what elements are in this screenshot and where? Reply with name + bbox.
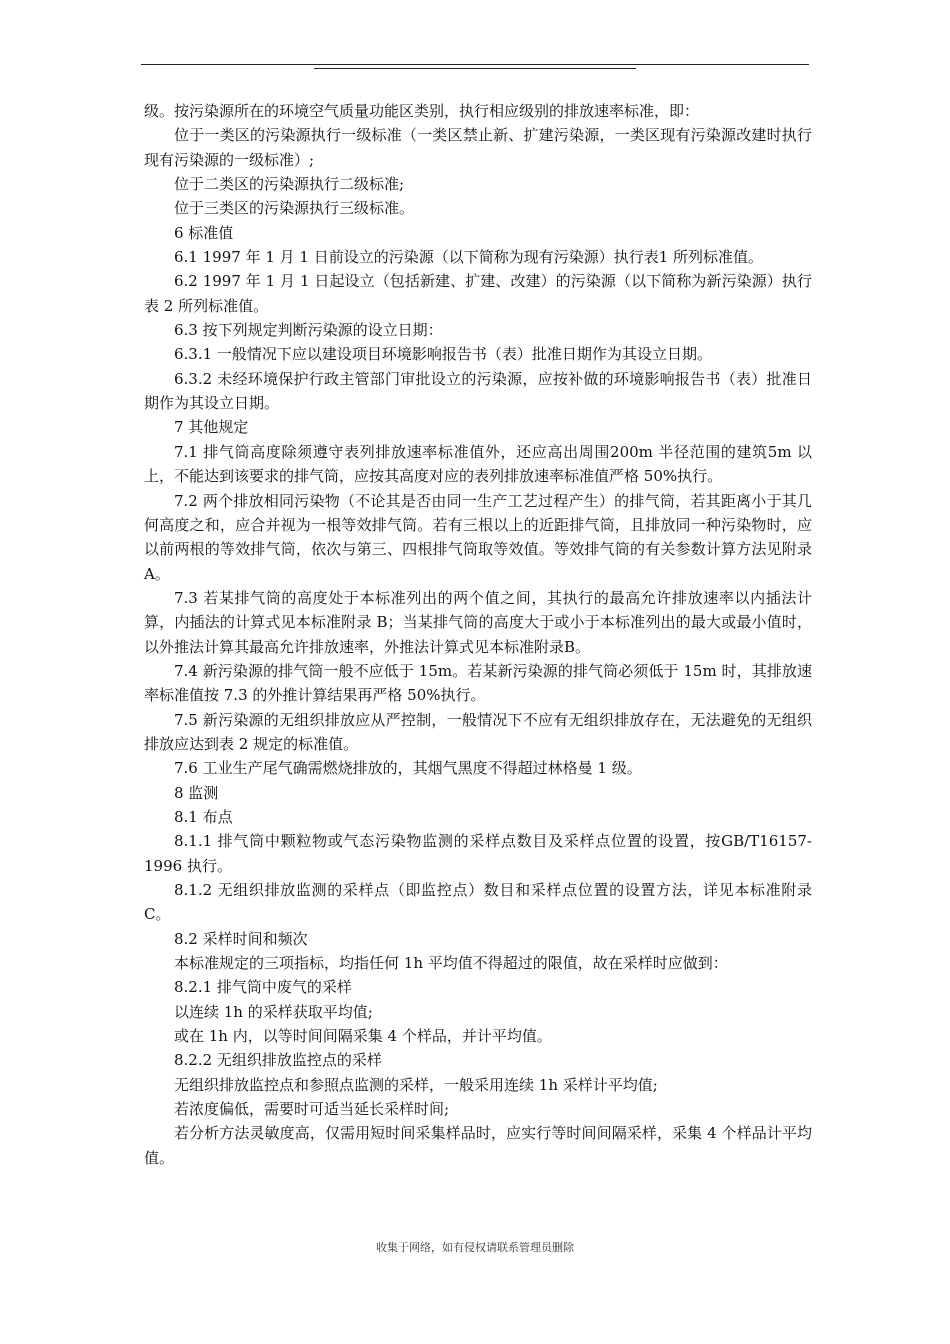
paragraph: 7.4 新污染源的排气筒一般不应低于 15m。若某新污染源的排气筒必须低于 15m 时，其排放速率标准值按 7.3 的外推计算结果再严格 50%执行。	[144, 661, 812, 705]
paragraph: 8.1 布点	[174, 807, 233, 826]
paragraph: 8.1.2 无组织排放监测的采样点（即监控点）数目和采样点位置的设置方法，详见本标准附录 C。	[144, 881, 812, 924]
paragraph: 位于二类区的污染源执行二级标准;	[174, 175, 405, 194]
paragraph: 以连续 1h 的采样获取平均值;	[174, 1002, 373, 1021]
paragraph: 6.3 按下列规定判断污染源的设立日期：	[174, 321, 443, 340]
paragraph: 6.3.1 一般情况下应以建设项目环境影响报告书（表）批准日期作为其设立日期。	[174, 345, 712, 364]
paragraph: 若浓度偏低，需要时可适当延长采样时间;	[174, 1100, 450, 1119]
paragraph: 位于三类区的污染源执行三级标准。	[174, 199, 415, 218]
paragraph: 7.6 工业生产尾气确需燃烧排放的，其烟气黑度不得超过林格曼 1 级。	[174, 759, 642, 778]
paragraph: 8.2 采样时间和频次	[174, 929, 308, 948]
paragraph: 或在 1h 内，以等时间间隔采集 4 个样品，并计平均值。	[174, 1027, 552, 1046]
document-body	[144, 99, 812, 1170]
paragraph: 7.2 两个排放相同污染物（不论其是否由同一生产工艺过程产生）的排气筒，若其距离小于其几何高度之和，应合并视为一根等效排气筒。若有三根以上的近距排气筒，且排放同一种污染物时，应以前两根的等效排气筒，依次与第三、四根排气筒取等效值。等效排气筒的有关参数计算方法见附录 A。	[144, 491, 812, 583]
paragraph: 若分析方法灵敏度高，仅需用短时间采集样品时，应实行等时间间隔采样，采集 4 个样品计平均值。	[144, 1124, 812, 1167]
paragraph: 位于一类区的污染源执行一级标准（一类区禁止新、扩建污染源，一类区现有污染源改建时执行现有污染源的一级标准）;	[144, 126, 812, 169]
paragraph: 8 监测	[174, 783, 219, 802]
paragraph: 级。按污染源所在的环境空气质量功能区类别，执行相应级别的排放速率标准，即：	[144, 102, 700, 120]
paragraph: 8.2.2 无组织排放监控点的采样	[174, 1051, 382, 1070]
paragraph: 6.1 1997 年 1 月 1 日前设立的污染源（以下简称为现有污染源）执行表1 所列标准值。	[174, 248, 764, 267]
paragraph: 6.3.2 未经环境保护行政主管部门审批设立的污染源，应按补做的环境影响报告书（表）批准日期作为其设立日期。	[144, 369, 812, 413]
header-rule	[141, 64, 809, 65]
paragraph: 6 标准值	[174, 223, 234, 242]
paragraph: 6.2 1997 年 1 月 1 日起设立（包括新建、扩建、改建）的污染源（以下简称为新污染源）执行表 2 所列标准值。	[144, 272, 812, 315]
paragraph: 8.1.1 排气筒中颗粒物或气态污染物监测的采样点数目及采样点位置的设置，按GB/T16157-1996 执行。	[144, 832, 812, 875]
paragraph: 7.5 新污染源的无组织排放应从严控制，一般情况下不应有无组织排放存在，无法避免的无组织排放应达到表 2 规定的标准值。	[144, 710, 812, 753]
paragraph: 本标准规定的三项指标，均指任何 1h 平均值不得超过的限值，故在采样时应做到：	[174, 954, 728, 973]
paragraph: 7 其他规定	[174, 418, 249, 437]
paragraph: 7.3 若某排气筒的高度处于本标准列出的两个值之间，其执行的最高允许排放速率以内插法计算，内插法的计算式见本标准附录 B；当某排气筒的高度大于或小于本标准列出的最大或最小值时，以外推法计算其最高允许排放速率，外推法计算式见本标准附录B。	[144, 588, 812, 656]
header-rule-short	[314, 68, 636, 69]
paragraph: 无组织排放监控点和参照点监测的采样，一般采用连续 1h 采样计平均值;	[174, 1075, 658, 1094]
paragraph: 7.1 排气筒高度除须遵守表列排放速率标准值外，还应高出周围200m 半径范围的建筑5m 以上，不能达到该要求的排气筒，应按其高度对应的表列排放速率标准值严格 50%执行。	[144, 442, 812, 486]
paragraph: 8.2.1 排气筒中废气的采样	[174, 978, 352, 997]
page-footer: 收集于网络，如有侵权请联系管理员删除	[376, 1241, 574, 1254]
